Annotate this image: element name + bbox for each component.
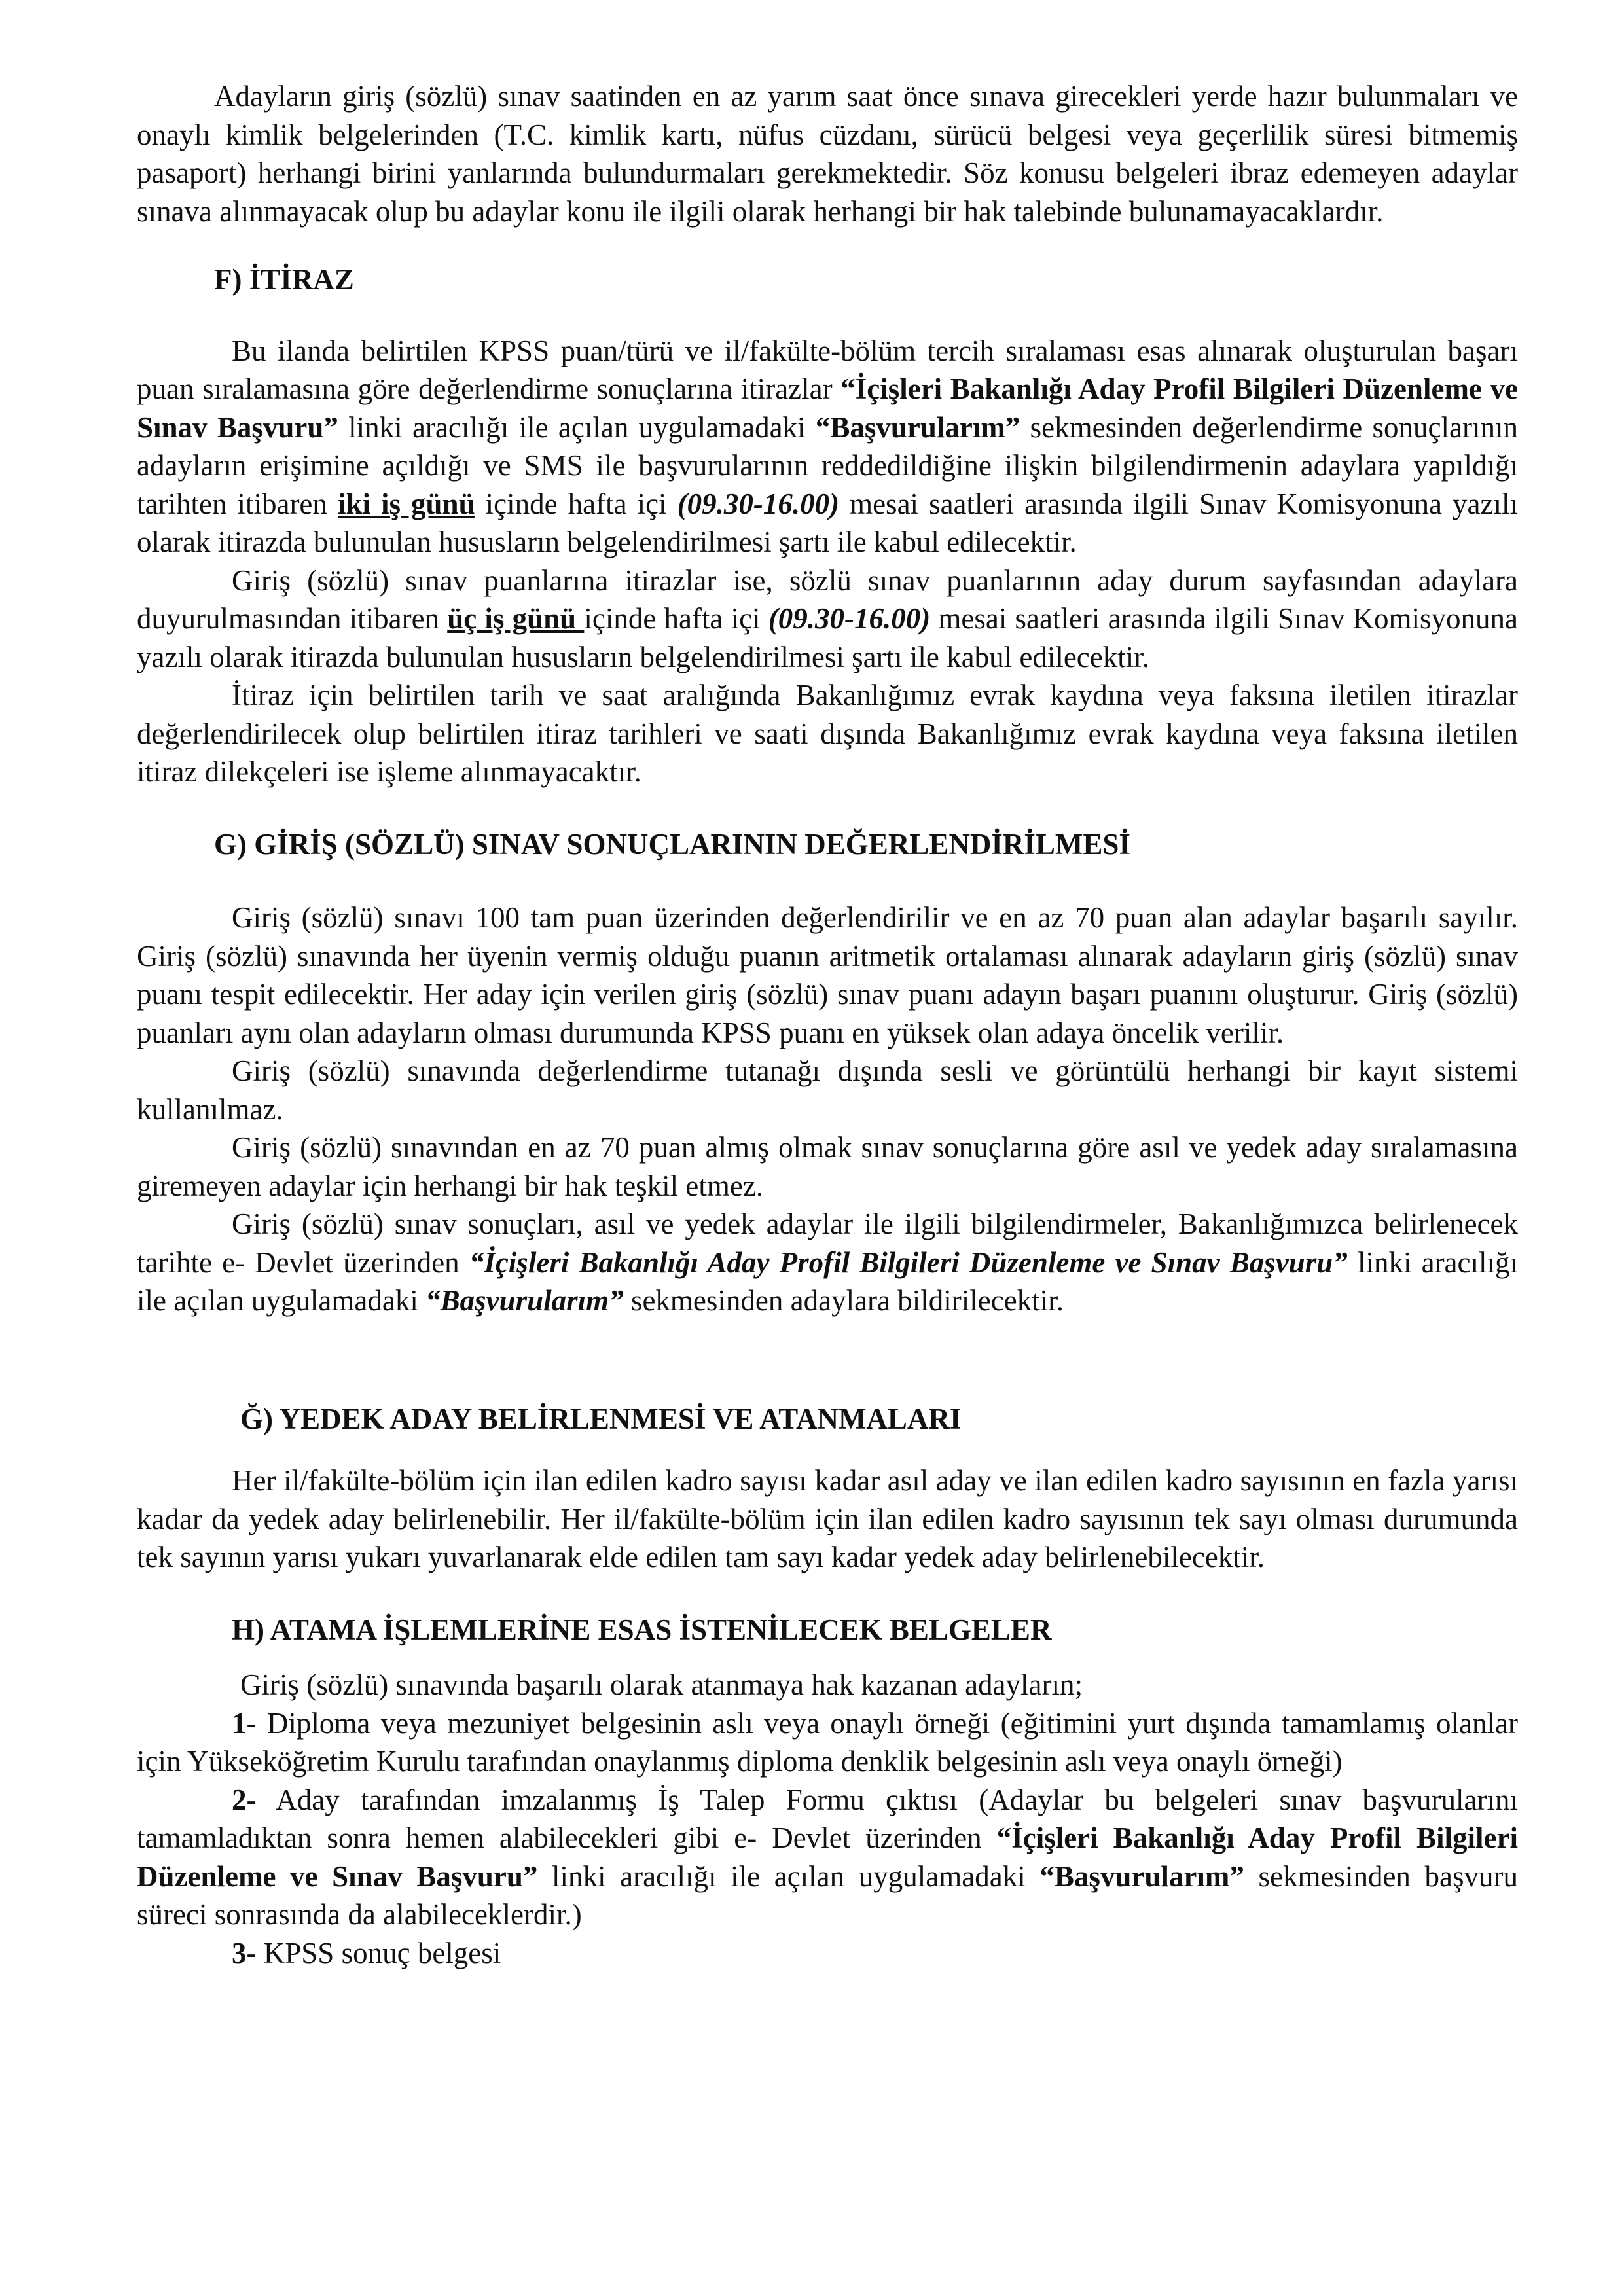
text-run: sekmesinden adaylara bildirilecektir. [623,1284,1064,1317]
text-run: mesai saatleri arasında ilgili Sınav Komisyonuna yazılı olarak itirazda bulunulan hususların belgelendirilmesi şartı ile kabul edilecektir. [137,487,1518,558]
link-name-italic: “İçişleri Bakanlığı Aday Profil Bilgileri Düzenleme ve Sınav Başvuru” [469,1246,1348,1279]
deadline-underlined: üç iş günü [447,602,585,635]
section-g-paragraph-1: Giriş (sözlü) sınavı 100 tam puan üzerinden değerlendirilir ve en az 70 puan alan adaylar başarılı sayılır. Giriş (sözlü) sınavında her üyenin vermiş olduğu puanın aritmetik ortalaması alınarak adayların giriş (sözlü) sınav puanı tespit edilecektir. Her aday için verilen giriş (sözlü) sınav puanı adayın başarı puanını oluşturur. Giriş (sözlü) puanları aynı olan adayların olması durumunda KPSS puanı en yüksek olan adaya öncelik verilir. [137,901,1518,1049]
text-run: linki aracılığı ile açılan uygulamadaki [137,1246,1519,1317]
section-f-paragraph-1 [137,332,1518,562]
text-run: linki aracılığı ile açılan uygulamadaki [537,1859,1040,1893]
item-number: 1- [232,1706,257,1740]
office-hours: (09.30-16.00) [768,602,931,635]
intro-paragraph: Adayların giriş (sözlü) sınav saatinden en az yarım saat önce sınava girecekleri yerde hazır bulunmaları ve onaylı kimlik belgelerinden (T.C. kimlik kartı, nüfus cüzdanı, sürücü belgesi veya geçerlilik süresi bitmemiş pasaport) herhangi birini yanlarında bulundurmaları gerekmektedir. Söz konusu belgeleri ibraz edemeyen adaylar sınava alınmayacak olup bu adaylar konu ile ilgili olarak herhangi bir hak talebinde bulunamayacaklardır. [137,80,1518,228]
item-number: 3- [232,1936,257,1969]
document-page [137,77,1518,1972]
tab-name-bold: “Başvurularım” [1039,1859,1244,1893]
text-run: Giriş (sözlü) sınav sonuçları, asıl ve yedek adaylar ile ilgili bilgilendirmeler, Bakanlığımızca belirlenecek tarihte e- Devlet üzerinden [137,1208,1518,1279]
section-f-paragraph-3: İtiraz için belirtilen tarih ve saat aralığında Bakanlığımız evrak kaydına veya faksına iletilen itirazlar değerlendirilecek olup belirtilen itiraz tarihleri ve saati dışında Bakanlığımız evrak kaydına veya faksına iletilen itiraz dilekçeleri ise işleme alınmayacaktır. [137,679,1518,788]
section-f-heading: F) İTİRAZ [214,263,354,296]
tab-name-italic: “Başvurularım” [425,1284,624,1317]
section-g-heading: G) GİRİŞ (SÖZLÜ) SINAV SONUÇLARININ DEĞERLENDİRİLMESİ [214,827,1130,861]
text-run: linki aracılığı ile açılan uygulamadaki [338,410,816,444]
section-gg-heading: Ğ) YEDEK ADAY BELİRLENMESİ VE ATANMALARI [240,1402,962,1435]
office-hours: (09.30-16.00) [677,487,840,520]
text-run: sekmesinden başvuru süreci sonrasında da alabileceklerdir.) [137,1859,1519,1931]
text-run: sekmesinden değerlendirme sonuçlarının adayların erişimine açıldığı ve SMS ile başvurularının reddedildiğine ilişkin bilgilendirmenin adaylara yapıldığı tarihten itibaren [137,410,1518,520]
item-number: 2- [232,1783,257,1816]
section-g-paragraph-4 [137,1205,1518,1320]
section-h-intro: Giriş (sözlü) sınavında başarılı olarak atanmaya hak kazanan adayların; [240,1668,1083,1701]
section-g-paragraph-3: Giriş (sözlü) sınavından en az 70 puan almış olmak sınav sonuçlarına göre asıl ve yedek aday sıralamasına giremeyen adaylar için herhangi bir hak teşkil etmez. [137,1131,1518,1202]
text-run: Giriş (sözlü) sınav puanlarına itirazlar ise, sözlü sınav puanlarının aday durum sayfasından adaylara duyurulmasından itibaren [137,564,1518,635]
link-name-bold: “İçişleri Bakanlığı Aday Profil Bilgileri Düzenleme ve Sınav Başvuru” [137,372,1518,444]
text-run: içinde hafta içi [584,602,768,635]
document-list-item-2 [137,1781,1518,1934]
document-list-item-1 [137,1704,1518,1781]
section-gg-paragraph-1: Her il/fakülte-bölüm için ilan edilen kadro sayısı kadar asıl aday ve ilan edilen kadro sayısının en fazla yarısı kadar da yedek aday belirlenebilir. Her il/fakülte-bölüm için ilan edilen kadro sayısının tek sayı olması durumunda tek sayının yarısı yukarı yuvarlanarak elde edilen tam sayı kadar yedek aday belirlenebilecektir. [137,1464,1518,1573]
text-run: Aday tarafından imzalanmış İş Talep Formu çıktısı (Adaylar bu belgeleri sınav başvurularını tamamladıktan sonra hemen alabilecekleri gibi e- Devlet üzerinden [137,1783,1518,1854]
deadline-underlined: iki iş günü [337,487,475,520]
section-h-heading: H) ATAMA İŞLEMLERİNE ESAS İSTENİLECEK BELGELER [232,1613,1052,1646]
section-g-paragraph-2: Giriş (sözlü) sınavında değerlendirme tutanağı dışında sesli ve görüntülü herhangi bir kayıt sistemi kullanılmaz. [137,1054,1518,1126]
text-run: KPSS sonuç belgesi [256,1936,501,1969]
text-run: içinde hafta içi [475,487,677,520]
text-run: mesai saatleri arasında ilgili Sınav Komisyonuna yazılı olarak itirazda bulunulan hususların belgelendirilmesi şartı ile kabul edilecektir. [137,602,1519,673]
document-list-item-3 [137,1934,1518,1973]
text-run: Diploma veya mezuniyet belgesinin aslı veya onaylı örneği (eğitimini yurt dışında tamamlamış olanlar için Yükseköğretim Kurulu tarafından onaylanmış diploma denklik belgesinin aslı veya onaylı örneği) [137,1706,1518,1778]
tab-name-bold: “Başvurularım” [815,410,1020,444]
text-run: Bu ilanda belirtilen KPSS puan/türü ve il/fakülte-bölüm tercih sıralaması esas alınarak oluşturulan başarı puan sıralamasına göre değerlendirme sonuçlarına itirazlar [137,334,1518,405]
link-name-bold: “İçişleri Bakanlığı Aday Profil Bilgileri Düzenleme ve Sınav Başvuru” [137,1821,1518,1893]
section-f-paragraph-2 [137,562,1518,677]
